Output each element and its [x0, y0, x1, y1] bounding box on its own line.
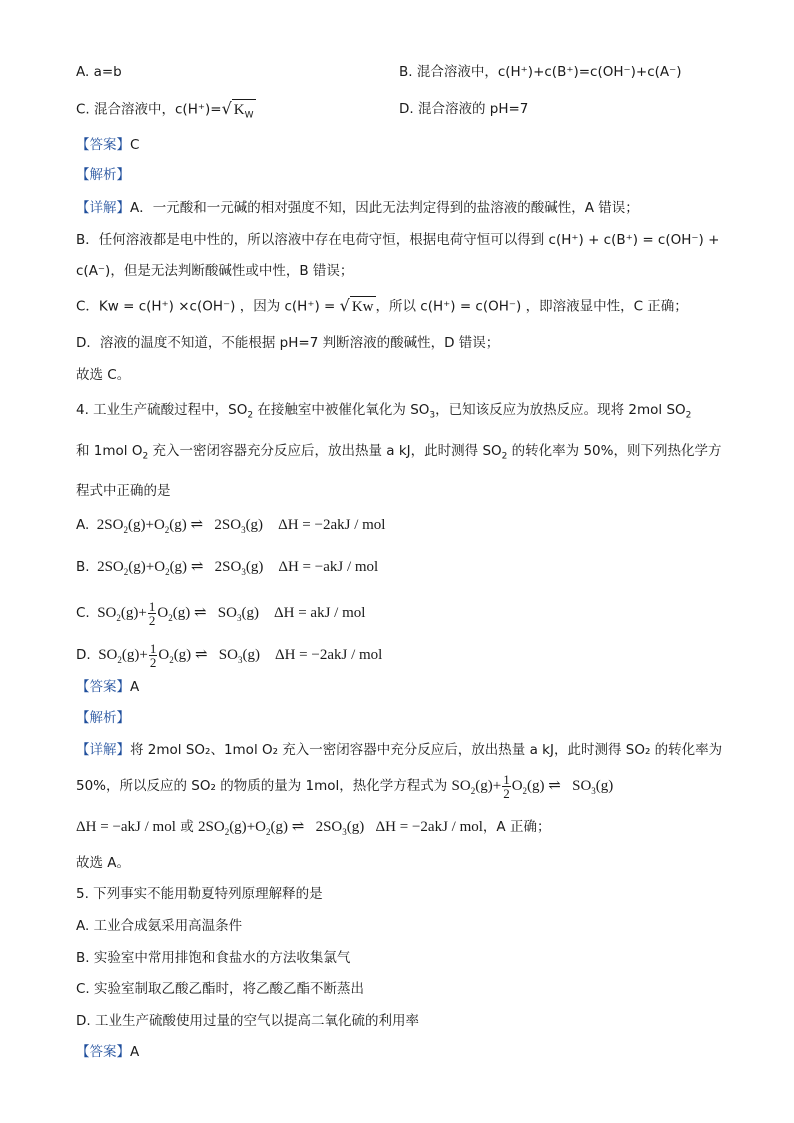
- formula: SO: [451, 778, 471, 794]
- phase: (g): [128, 559, 146, 575]
- q4-analysis-label: [76, 708, 130, 728]
- sub: 3: [236, 613, 242, 623]
- formula: O: [158, 647, 170, 663]
- answer-label: 【答案】: [76, 679, 130, 695]
- coef: 2: [198, 819, 206, 835]
- phase: (g): [527, 778, 545, 794]
- phase: (g): [346, 819, 365, 835]
- sub: 2: [164, 525, 170, 535]
- phase: (g): [169, 517, 187, 533]
- q5-option-d: D. 工业生产硫酸使用过量的空气以提高二氧化硫的利用率: [76, 1013, 419, 1029]
- formula: SO: [97, 605, 117, 621]
- q5-stem: 5. 下列事实不能用勒夏特列原理解释的是: [76, 886, 323, 902]
- sub: 2: [142, 451, 149, 462]
- sub: 2: [224, 827, 230, 837]
- equilibrium-arrow: ⇌: [548, 778, 561, 794]
- sub: 2: [123, 525, 128, 535]
- coef: 2: [96, 517, 105, 533]
- detail-label: 【详解】: [76, 200, 130, 216]
- phase: (g): [169, 559, 188, 575]
- q4-option-b-label: B.: [76, 559, 90, 575]
- option-b: B. 混合溶液中，c(H⁺)+c(B⁺)=c(OH⁻)+c(A⁻): [399, 64, 682, 80]
- coef: 2: [214, 559, 223, 575]
- q4-option-a: [76, 515, 385, 535]
- q4-stem-1b: 在接触室中被催化氧化为 SO: [253, 402, 430, 418]
- coef: 2: [315, 819, 324, 835]
- answer-label: 【答案】: [76, 1044, 130, 1060]
- formula: O: [153, 517, 165, 533]
- enthalpy: ΔH = −2akJ / mol: [278, 517, 386, 533]
- detail-label: 【详解】: [76, 742, 130, 758]
- sqrt-kw-detail: √ Kw: [339, 296, 374, 315]
- q4-detail-3-end: ，A 正确；: [482, 819, 551, 835]
- option-a: A. a=b: [76, 64, 122, 80]
- enthalpy: ΔH = −akJ / mol: [278, 559, 379, 575]
- phase: (g): [245, 559, 264, 575]
- sub: 2: [522, 786, 528, 796]
- numerator: 1: [149, 641, 157, 657]
- formula: SO: [221, 517, 242, 533]
- q5-answer-line: [76, 1042, 139, 1062]
- radicand-detail: Kw: [350, 296, 376, 317]
- formula: SO: [323, 819, 343, 835]
- detail-c-text1: C．Kw = c(H⁺) ×c(OH⁻) ，因为 c(H⁺) =: [76, 298, 340, 315]
- formula: SO: [104, 517, 124, 533]
- formula: O: [255, 819, 266, 835]
- phase: (g): [173, 647, 192, 663]
- q4-option-c: [76, 598, 365, 628]
- denominator: 2: [149, 655, 157, 671]
- q4-stem-2b: 充入一密闭容器充分反应后，放出热量 a kJ，此时测得 SO: [148, 443, 502, 459]
- equilibrium-arrow: ⇌: [291, 819, 305, 835]
- phase: (g): [475, 778, 493, 794]
- q4-detail-line2: [76, 772, 613, 800]
- q4-conclusion: 故选 A。: [76, 855, 131, 871]
- formula: SO: [218, 647, 238, 663]
- answer-value: A: [130, 679, 140, 695]
- equilibrium-arrow: ⇌: [190, 517, 204, 533]
- detail-a-text: A．一元酸和一元碱的相对强度不知，因此无法判定得到的盐溶液的酸碱性，A 错误；: [130, 200, 639, 216]
- denominator: 2: [503, 786, 510, 802]
- q5-option-b: B. 实验室中常用排饱和食盐水的方法收集氯气: [76, 950, 351, 966]
- equilibrium-arrow: ⇌: [193, 605, 207, 621]
- q4-option-d-label: D.: [76, 647, 91, 663]
- formula: SO: [205, 819, 225, 835]
- q4-answer-line: [76, 677, 139, 697]
- q4-stem-1a: 4. 工业生产硫酸过程中，SO: [76, 402, 248, 418]
- coef: 2: [97, 559, 105, 575]
- analysis-label: 【解析】: [76, 167, 130, 183]
- sub: 2: [116, 613, 121, 623]
- q4-option-c-label: C.: [76, 605, 90, 621]
- sub: 3: [591, 786, 596, 796]
- formula: SO: [98, 647, 118, 663]
- numerator: 1: [503, 772, 510, 788]
- sqrt-kw: √ $K_W$: [221, 99, 254, 121]
- answer-line-prev: [76, 135, 139, 155]
- sub: 2: [247, 410, 254, 421]
- plus: +: [138, 605, 147, 621]
- coef: 2: [214, 517, 222, 533]
- q4-option-d: [76, 640, 382, 670]
- sub: 3: [241, 525, 246, 535]
- detail-a: [76, 198, 639, 218]
- fraction-half: [148, 600, 157, 627]
- option-c: [76, 99, 256, 120]
- sub: 2: [117, 655, 122, 665]
- sub: 2: [165, 567, 170, 577]
- q4-stem-line1: [76, 400, 691, 420]
- phase: (g): [245, 517, 264, 533]
- sub: 2: [501, 451, 508, 462]
- formula: O: [157, 605, 169, 621]
- sub: 2: [168, 613, 173, 623]
- fraction-half: [149, 642, 158, 669]
- phase: (g): [172, 605, 191, 621]
- conclusion-prev: 故选 C。: [76, 367, 131, 383]
- answer-value: A: [130, 1044, 140, 1060]
- q4-option-a-label: A.: [76, 517, 90, 533]
- q4-detail-line1: [76, 740, 722, 760]
- detail-b2: c(A⁻)，但是无法判断酸碱性或中性，B 错误；: [76, 263, 354, 279]
- analysis-label: 【解析】: [76, 710, 130, 726]
- option-c-text: C. 混合溶液中，c(H⁺)=: [76, 101, 222, 118]
- sub: 2: [685, 410, 692, 421]
- detail-d: D．溶液的温度不知道，不能根据 pH=7 判断溶液的酸碱性，D 错误；: [76, 335, 500, 351]
- q4-stem-1c: ，已知该反应为放热反应。现将 2mol SO: [435, 402, 686, 418]
- q5-option-c: C. 实验室制取乙酸乙酯时，将乙酸乙酯不断蒸出: [76, 981, 365, 997]
- enthalpy: ΔH = −akJ / mol: [76, 819, 176, 835]
- phase: (g): [127, 517, 146, 533]
- enthalpy: ΔH = −2akJ / mol: [375, 819, 483, 835]
- phase: (g): [242, 647, 260, 663]
- equilibrium-arrow: ⇌: [190, 559, 204, 575]
- sub: 3: [342, 827, 347, 837]
- plus: +: [492, 778, 502, 794]
- plus: +: [246, 819, 256, 835]
- sub: 2: [470, 786, 476, 796]
- q4-stem-2c: 的转化率为 50%，则下列热化学方: [507, 443, 722, 459]
- formula: SO: [572, 778, 592, 794]
- denominator: 2: [148, 613, 156, 629]
- detail-c: [76, 296, 688, 317]
- sub: 3: [237, 655, 243, 665]
- enthalpy: ΔH = −2akJ / mol: [274, 647, 383, 663]
- sub: 2: [169, 655, 174, 665]
- formula: O: [511, 778, 523, 794]
- plus: +: [145, 559, 155, 575]
- sub: 3: [241, 567, 246, 577]
- equilibrium-arrow: ⇌: [194, 647, 208, 663]
- formula: SO: [104, 559, 124, 575]
- formula: O: [154, 559, 166, 575]
- sub: 2: [266, 827, 271, 837]
- phase: (g): [120, 605, 139, 621]
- fraction-half: [502, 773, 511, 800]
- q4-stem-line3: 程式中正确的是: [76, 483, 171, 499]
- formula: SO: [217, 605, 237, 621]
- radicand: K: [233, 102, 245, 118]
- detail-c-text2: ，所以 c(H⁺) = c(OH⁻) ，即溶液显中性，C 正确；: [375, 298, 688, 315]
- analysis-label-prev: [76, 165, 130, 185]
- or-word: 或: [175, 819, 198, 835]
- radicand-sub: W: [244, 110, 254, 121]
- answer-label: 【答案】: [76, 137, 130, 153]
- detail-b1: B．任何溶液都是电中性的，所以溶液中存在电荷守恒，根据电荷守恒可以得到 c(H⁺) + c(B⁺) = c(OH⁻) +: [76, 232, 720, 248]
- enthalpy: ΔH = akJ / mol: [273, 605, 366, 621]
- formula: SO: [222, 559, 242, 575]
- q4-stem-line2: [76, 441, 721, 461]
- q4-detail-2a: 50%，所以反应的 SO₂ 的物质的量为 1mol，热化学方程式为: [76, 778, 452, 794]
- plus: +: [139, 647, 148, 663]
- phase: (g): [595, 778, 614, 794]
- plus: +: [145, 517, 154, 533]
- numerator: 1: [148, 599, 156, 615]
- sub: 3: [429, 410, 436, 421]
- phase: (g): [241, 605, 259, 621]
- q4-detail-line3: [76, 817, 550, 837]
- q4-detail-1: 将 2mol SO₂、1mol O₂ 充入一密闭容器中充分反应后，放出热量 a kJ，此时测得 SO₂ 的转化率为: [130, 742, 723, 758]
- option-d: D. 混合溶液的 pH=7: [399, 101, 529, 117]
- sub: 2: [123, 567, 129, 577]
- phase: (g): [270, 819, 288, 835]
- answer-value: C: [130, 137, 140, 153]
- phase: (g): [229, 819, 247, 835]
- phase: (g): [121, 647, 140, 663]
- q5-option-a: A. 工业合成氨采用高温条件: [76, 918, 243, 934]
- q4-stem-2a: 和 1mol O: [76, 443, 143, 459]
- q4-option-b: [76, 557, 378, 577]
